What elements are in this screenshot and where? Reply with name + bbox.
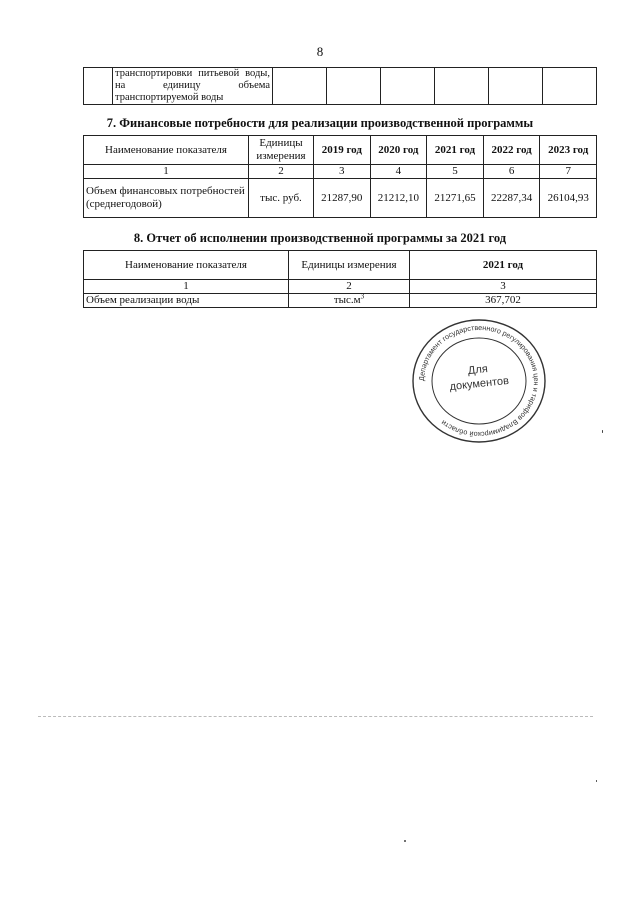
- stamp-center-line-1: Для: [467, 363, 489, 378]
- column-header: 2020 год: [370, 136, 427, 165]
- column-index: 3: [410, 280, 597, 294]
- table-cell: [84, 68, 113, 105]
- table-row: [84, 179, 597, 218]
- unit-cell: тыс. руб.: [249, 179, 314, 218]
- column-index: 2: [249, 165, 314, 179]
- column-header: Наименование показателя: [84, 251, 289, 280]
- value-cell: 21271,65: [427, 179, 484, 218]
- table-cell: [489, 68, 543, 105]
- value-cell: 21287,90: [314, 179, 371, 218]
- table-cell: [543, 68, 597, 105]
- unit-cell: [289, 294, 410, 308]
- column-header: 2019 год: [314, 136, 371, 165]
- value-cell: 21212,10: [370, 179, 427, 218]
- column-header: Единицы измерения: [249, 136, 314, 165]
- column-header: 2021 год: [410, 251, 597, 280]
- table-cell: [273, 68, 327, 105]
- official-stamp: [410, 318, 548, 444]
- table-cell: [327, 68, 381, 105]
- unit-superscript: 3: [360, 292, 365, 301]
- value-cell: 367,702: [410, 294, 597, 308]
- value-cell: 26104,93: [540, 179, 597, 218]
- column-header: 2022 год: [483, 136, 540, 165]
- column-index: 4: [370, 165, 427, 179]
- row-label: транспортировки питьевой воды, на единицу объема транспортируемой воды: [113, 68, 273, 105]
- section-7-heading: 7. Финансовые потребности для реализации производственной программы: [106, 116, 534, 130]
- scan-speck: [596, 780, 597, 782]
- table-row: [84, 294, 597, 308]
- scan-speck: [602, 430, 603, 433]
- table-header-row: [84, 136, 597, 165]
- column-header: Единицы измерения: [289, 251, 410, 280]
- table-cell: [435, 68, 489, 105]
- indicator-name: Объем реализации воды: [84, 294, 289, 308]
- column-header: 2023 год: [540, 136, 597, 165]
- column-index: 6: [483, 165, 540, 179]
- page-number: 8: [316, 44, 324, 59]
- table-cell: [381, 68, 435, 105]
- scan-noise-line: [38, 716, 593, 717]
- column-index: 1: [84, 165, 249, 179]
- financial-needs-table: [83, 135, 597, 218]
- stamp-center-line-2: документов: [449, 374, 510, 394]
- section-8-heading: 8. Отчет об исполнении производственной программы за 2021 год: [133, 231, 507, 245]
- column-index: 2: [289, 280, 410, 294]
- continued-table: [83, 67, 597, 105]
- table-header-row: [84, 251, 597, 280]
- column-header: 2021 год: [427, 136, 484, 165]
- unit-base: тыс.м: [333, 294, 361, 306]
- column-index-row: [84, 280, 597, 294]
- stamp-ring-text: Департамент государственного регулирования цен и тарифов Владимирской области: [416, 322, 542, 440]
- scan-speck: [404, 840, 406, 842]
- program-report-table: [83, 250, 597, 308]
- column-index-row: [84, 165, 597, 179]
- column-index: 7: [540, 165, 597, 179]
- value-cell: 22287,34: [483, 179, 540, 218]
- indicator-name: Объем финансовых потребностей (среднегодовой): [84, 179, 249, 218]
- table-row: [84, 68, 597, 105]
- column-header: Наименование показателя: [84, 136, 249, 165]
- column-index: 1: [84, 280, 289, 294]
- column-index: 5: [427, 165, 484, 179]
- column-index: 3: [314, 165, 371, 179]
